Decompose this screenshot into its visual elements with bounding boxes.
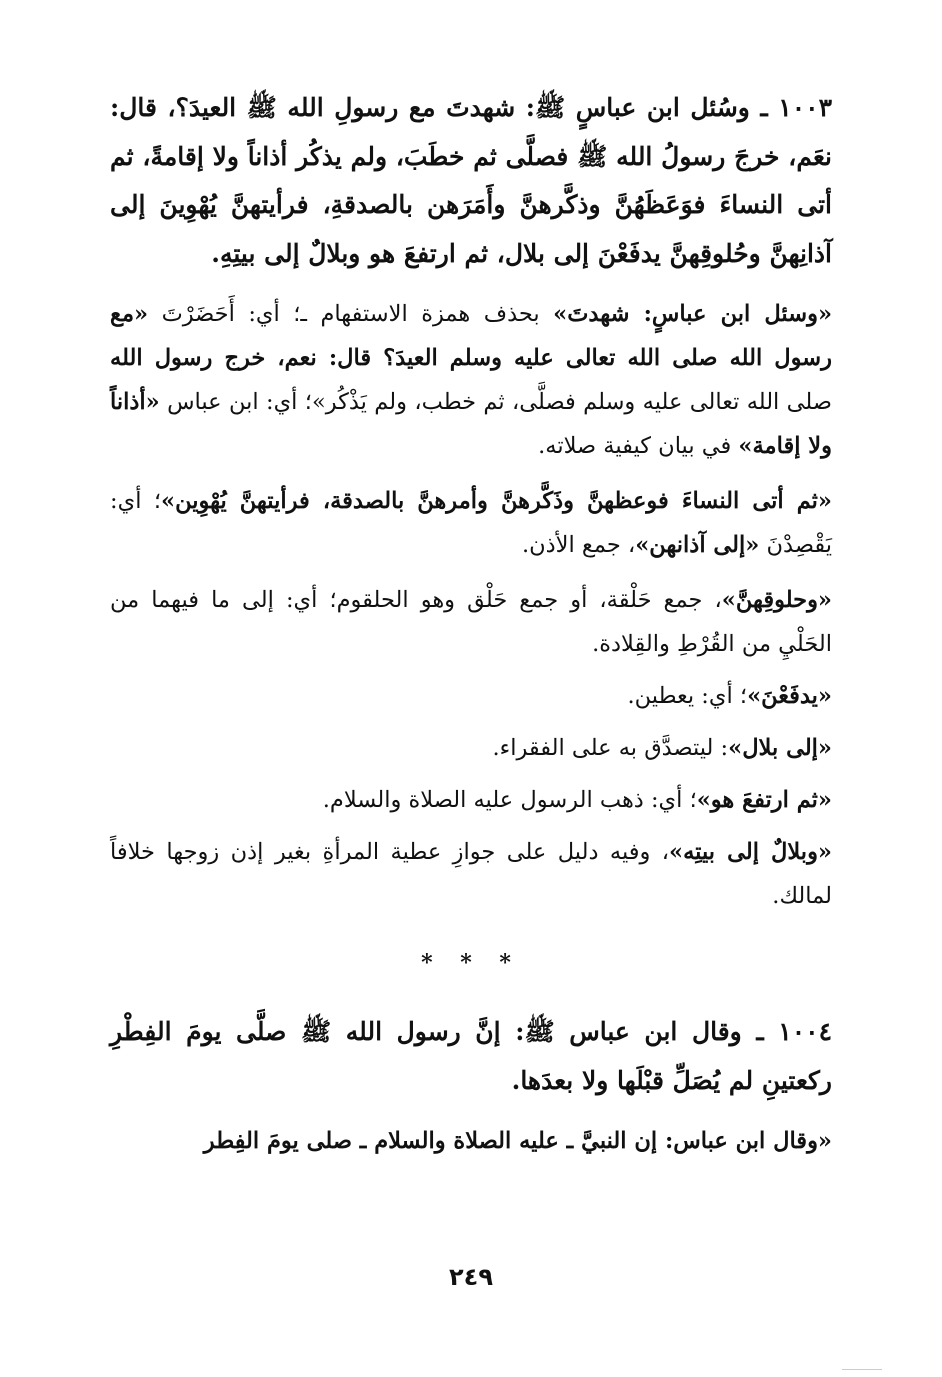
explanation-text: صلى الله تعالى عليه وسلم فصلَّى، ثم خطب، ولم يَذْكُر»؛ أي: ابن عباس — [159, 389, 832, 415]
explanation-text: ، جمع حَلْقة، أو جمع حَلْق وهو الحلقوم؛ أي: إلى ما فيهما من الحَلْيِ من القُرْطِ والقِلادة. — [110, 587, 832, 657]
commentary-1004 — [110, 1119, 832, 1163]
explanation-text: ؛ أي: يعطين. — [627, 683, 748, 709]
page-body — [110, 84, 832, 1163]
explanation-text: ؛ أي: ذهب الرسول عليه الصلاة والسلام. — [322, 787, 697, 813]
explanation-text: : ليتصدَّق به على الفقراء. — [492, 735, 729, 761]
quoted-text: «إلى آذانهن» — [635, 532, 760, 558]
quoted-text: «وحلوقِهنَّ» — [721, 587, 832, 613]
page-number: ٢٤٩ — [449, 1263, 493, 1291]
explanation-text: في بيان كيفية صلاته. — [538, 433, 739, 459]
section-divider: * * * — [421, 950, 521, 976]
explanation-text: ، وفيه دليل على جوازِ عطية المرأةِ بغير إذن زوجها خلافاً لمالك. — [110, 839, 832, 909]
quoted-text: «وبلالٌ إلى بيتِه» — [669, 839, 832, 865]
quoted-text: «ثم أتى النساءَ فوعظهنَّ وذَكَّرهنَّ وأمرهنَّ بالصدقة، فرأيتهنَّ يُهْوِين» — [161, 488, 832, 514]
hadith-1003 — [110, 84, 832, 278]
commentary-paragraph-2 — [110, 479, 832, 567]
hadith-1004-text: ١٠٠٤ ـ وقال ابن عباس ﷺ: إنَّ رسول الله ﷺ صلَّى يومَ الفِطْرِ ركعتينِ لم يُصَلِّ قبْلَها ولا بعدَها. — [110, 1017, 832, 1095]
quoted-text: «يدفَعْنَ» — [747, 683, 832, 709]
quoted-text: «ثم ارتفعَ هو» — [696, 787, 832, 813]
commentary-paragraph-7 — [110, 830, 832, 918]
quoted-text: «أذاناً ولا إقامة» — [110, 389, 832, 459]
quoted-text: «إلى بلال» — [728, 735, 832, 761]
quoted-text: «وسئل ابن عباسٍ: شهدتَ» — [553, 301, 833, 327]
commentary-paragraph-3 — [110, 578, 832, 666]
explanation-text: ، جمع الأذن. — [521, 532, 636, 558]
explanation-text: ؛ أي: يَقْصِدْنَ — [110, 488, 832, 558]
commentary-paragraph-4 — [110, 674, 832, 718]
hadith-1004 — [110, 1008, 832, 1105]
quoted-text: «مع رسول الله صلى الله تعالى عليه وسلم العيدَ؟ قال: نعم، خرج رسول الله — [110, 301, 832, 371]
commentary-paragraph-1 — [110, 292, 832, 468]
hadith-1003-text: ١٠٠٣ ـ وسُئل ابن عباسٍ ﷺ: شهدتَ مع رسولِ الله ﷺ العيدَ؟، قال: نعَم، خرجَ رسولُ الله ﷺ فصلَّى ثم خطَبَ، ولم يذكُر أذاناً ولا إقامةً، ثم أتى النساءَ فوَعَظَهُنَّ وذكَّرهنَّ وأَمَرَهن بالصدقةِ، فرأيتهنَّ يُهْوِينَ إلى آذانِهنَّ وحُلوقِهنَّ يدفَعْنَ إلى بلال، ثم ارتفعَ هو وبلالٌ إلى بيتِهِ. — [110, 93, 832, 268]
commentary-paragraph-6 — [110, 778, 832, 822]
commentary-paragraph-5 — [110, 726, 832, 770]
scan-edge-mark — [842, 1369, 882, 1370]
explanation-text: بحذف همزة الاستفهام ـ؛ أي: أَحَضَرْتَ — [148, 301, 554, 327]
quoted-text: «وقال ابن عباس: إن النبيَّ ـ عليه الصلاة والسلام ـ صلى يومَ الفِطر — [203, 1128, 832, 1154]
